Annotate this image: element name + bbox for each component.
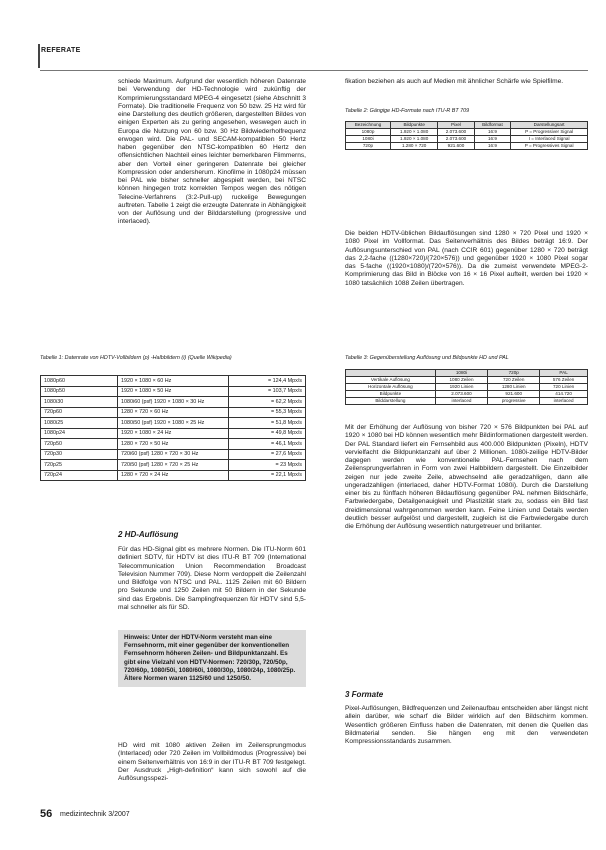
table1-row — [41, 460, 306, 471]
table1-cell: = 46,1 Mpx/s — [229, 439, 306, 450]
section3-paragraph: Pixel-Auflösungen, Bildfrequenzen und Zeilenaufbau entscheiden aber längst nicht allein darüber, wie scharf die Bilder wirklich auf den Bildschirm kommen. Wesentlich größeren Einfluss haben die Datenraten, mit denen die Quellen das Bildmaterial senden. Sie hängen eng mit den verwendeten Kompressionsstandards zusammen. — [345, 705, 588, 745]
table1-cell: 720p24 — [41, 470, 118, 481]
table3-cell: 576 Zeilen — [540, 377, 588, 384]
table3-cell: 1080 Zeilen — [435, 377, 487, 384]
table2-cell: 1.920 × 1.080 — [390, 129, 437, 136]
table3-cell: interlaced — [435, 398, 487, 405]
table2-cell: 1.280 × 720 — [390, 143, 437, 150]
table1-cell: = 23 Mpx/s — [229, 460, 306, 471]
table3-header-row — [346, 370, 588, 377]
table3-cell: 1280 Linien — [488, 384, 540, 391]
table3-header-cell: 720p — [488, 370, 540, 377]
table1-row — [41, 449, 306, 460]
table1-cell: 1280 × 720 × 50 Hz — [118, 439, 229, 450]
table2 — [345, 121, 588, 150]
table1-cell: 1920 × 1080 × 60 Hz — [118, 376, 229, 387]
table3-row — [346, 377, 588, 384]
table2-cell: 2.073.600 — [438, 129, 474, 136]
table1-row — [41, 397, 306, 408]
table1-cell: 1080i25 — [41, 418, 118, 429]
table3-row — [346, 384, 588, 391]
right-intro-paragraph: fikation beziehen als auch auf Medien mit ähnlicher Schärfe wie Spielfilme. — [345, 78, 564, 85]
section2-paragraph-2: HD wird mit 1080 aktiven Zeilen im Zeilensprungmodus (Interlaced) oder 720 Zeilen im Vollbildmodus (Progressive) bei einem Seitenverhältnis von 16:9 in der ITU-R BT 709 festgelegt. Der Ausdruck „High-definition“ kann sich sowohl auf die Auflösungsspezi- — [118, 742, 306, 782]
table1-cell: 1080p60 — [41, 376, 118, 387]
table2-row — [346, 143, 588, 150]
table1-cell: 1920 × 1080 × 50 Hz — [118, 386, 229, 397]
table2-cell: P = Progressiver Signal — [511, 129, 588, 136]
table2-cell: 1.920 × 1.080 — [390, 136, 437, 143]
table2-header-cell: Pixel — [438, 122, 474, 129]
table1-cell: 720p25 — [41, 460, 118, 471]
table1-cell: 1080i60 (psf) 1920 × 1080 × 30 Hz — [118, 397, 229, 408]
table1-cell: 720i60 (psf) 1280 × 720 × 30 Hz — [118, 449, 229, 460]
table3-cell: Horizontale Auflösung — [346, 384, 436, 391]
table1-cell: 1280 × 720 × 24 Hz — [118, 470, 229, 481]
table1-cell: = 27,6 Mpx/s — [229, 449, 306, 460]
header-rule — [40, 70, 588, 71]
table3-cell: Vertikale Auflösung — [346, 377, 436, 384]
section-label: REFERATE — [41, 47, 81, 54]
table1-cell: 1080i50 (psf) 1920 × 1080 × 25 Hz — [118, 418, 229, 429]
table3-header-cell: PAL — [540, 370, 588, 377]
page-number: 56 — [40, 808, 53, 820]
table2-cell: P = Progressives Signal — [511, 143, 588, 150]
table1-cell: = 55,3 Mpx/s — [229, 407, 306, 418]
table3-cell: 2.073.600 — [435, 391, 487, 398]
table1-row — [41, 376, 306, 387]
table1 — [40, 375, 306, 481]
table1-cell: 1080i30 — [41, 397, 118, 408]
table3-cell: Bildpunkte — [346, 391, 436, 398]
table3-header-cell: 1080i — [435, 370, 487, 377]
table3-row — [346, 398, 588, 405]
section2-heading: 2 HD-Auflösung — [118, 530, 179, 539]
left-intro-paragraph: schiede Maximum. Aufgrund der wesentlich höheren Datenrate bei Verwendung der HD-Technologie wird zukünftig der Komprimierungsstandard MPEG-4 eingesetzt (siehe Abschnitt 3 Formate). Die traditionelle Frequenz von 50 bzw. 25 Hz wird für eine Darstellung des deutlich größeren, dargestellten Bildes von einigen Experten als zu gering angesehen, weswegen auch in Europa die Nutzung von 60 bzw. 30 Hz Bildwiederholfrequenz erwogen wird. Die PAL- und SECAM-kompatiblen 50 Hertz haben gegenüber den NTSC-kompatiblen 60 Hertz den offensichtlichen Nachteil eines leichter bemerkbaren Flimmerns, aber den Vorteil einer geringeren Datenrate bei gleicher Kompression oder andersherum. Kinofilme in 1080p24 müssen bei PAL wie bisher schneller abgespielt werden, bei NTSC können hingegen trotz korrekten Tempos wegen des nötigen Telecine-Verfahrens (3:2-Pull-up) ruckelige Bewegungen auftreten. Tabelle 1 zeigt die erzeugte Datenrate in Abhängigkeit von der Auflösung und der Bilddarstellung (progressive und interlaced). — [118, 78, 306, 226]
table3-cell: 921.600 — [488, 391, 540, 398]
table1-cell: 1920 × 1080 × 24 Hz — [118, 428, 229, 439]
table2-header-cell: Bildformat — [474, 122, 511, 129]
table1-row — [41, 407, 306, 418]
header-marker — [38, 44, 40, 68]
table2-cell: 16:9 — [474, 136, 511, 143]
table1-cell: = 62,2 Mpx/s — [229, 397, 306, 408]
table2-row — [346, 136, 588, 143]
table3-cell: 414.720 — [540, 391, 588, 398]
table1-cell: = 51,8 Mpx/s — [229, 418, 306, 429]
table1-cell: 720p60 — [41, 407, 118, 418]
table3-cell: interlaced — [540, 398, 588, 405]
table2-header-cell: Bildpunkte — [390, 122, 437, 129]
table2-caption: Tabelle 2: Gängige HD-Formate nach ITU-R BT 709 — [345, 108, 470, 114]
table2-cell: I = Interlaced Signal — [511, 136, 588, 143]
table2-header-cell: Bezeichnung — [346, 122, 391, 129]
right-after-table3-paragraph: Mit der Erhöhung der Auflösung von bisher 720 × 576 Bildpunkten bei PAL auf 1920 × 1080 bei HD können wesentlich mehr Bildinformationen dargestellt werden. Der PAL Standard liefert ein Fernsehbild aus 400.000 Bildpunkten (Pixeln), HDTV vervielfacht die Bildpunktanzahl auf über 2 Millionen. 1080i-zeilige HDTV-Bilder dagegen werden wie konventionelle PAL-Fernsehen nach dem Zeilensprungverfahren in Form von zwei Halbbildern dargestellt. Die Einzelbilder zeigen nur jede zweite Zeile, abwechselnd alle geradzahligen, dann alle ungeradzahligen (interlaced, daher HDTV-Format 1080i). Durch die Darstellung einer bis zu fünffach höheren Bildauflösung gegenüber PAL nehmen Bildschärfe, Farbwiedergabe, Detailgenauigkeit und Plastizität stark zu, sodass ein Bild fast dreidimensional wahrgenommen werden kann. Feine Linien und Details werden deutlich besser aufgelöst und dargestellt, zugleich ist die Farbwiedergabe durch die Erhöhung der Auflösung wesentlich naturgetreuer und brillanter. — [345, 424, 588, 530]
table1-cell: 1280 × 720 × 60 Hz — [118, 407, 229, 418]
table2-row — [346, 129, 588, 136]
table1-cell: 1080p24 — [41, 428, 118, 439]
table2-cell: 16:9 — [474, 129, 511, 136]
table3-cell: progressive — [488, 398, 540, 405]
table1-row — [41, 439, 306, 450]
table3-cell: 720 Zeilen — [488, 377, 540, 384]
table3-cell: 1920 Linien — [435, 384, 487, 391]
table2-cell: 1080i — [346, 136, 391, 143]
table1-cell: = 49,8 Mpx/s — [229, 428, 306, 439]
table1-cell: 720i50 (psf) 1280 × 720 × 25 Hz — [118, 460, 229, 471]
section3-heading: 3 Formate — [345, 690, 384, 699]
table1-cell: = 103,7 Mpx/s — [229, 386, 306, 397]
table2-cell: 2.073.600 — [438, 136, 474, 143]
table1-caption: Tabelle 1: Datenrate von HDTV-Vollbildern (p) -Halbbildern (i) (Quelle Wikipedia) — [40, 355, 232, 361]
section2-paragraph: Für das HD-Signal gibt es mehrere Normen. Die ITU-Norm 601 definiert SDTV, für HDTV ist dies ITU-R BT 709 (International Telecommunication Union Recommendation Broadcast Television Nummer 709). Diese Norm verdoppelt die Zeilenzahl und Bildfolge von NTSC und PAL. 1125 Zeilen mit 60 Bildern pro Sekunde und 1250 Zeilen mit 50 Bildern in der Sekunde sind das Ergebnis. Die Samplingfrequenzen für HDTV sind 5,5-mal schneller als für SD. — [118, 546, 306, 611]
magazine-name: medizintechnik 3/2007 — [60, 811, 130, 818]
table1-cell: = 124,4 Mpx/s — [229, 376, 306, 387]
table1-row — [41, 428, 306, 439]
table2-header-row — [346, 122, 588, 129]
table3 — [345, 369, 588, 405]
table3-row — [346, 391, 588, 398]
table2-cell: 720p — [346, 143, 391, 150]
table3-cell: 720 Linien — [540, 384, 588, 391]
table2-cell: 921.600 — [438, 143, 474, 150]
table3-header-cell — [346, 370, 436, 377]
table3-cell: Bilddarstellung — [346, 398, 436, 405]
right-mid-paragraph: Die beiden HDTV-üblichen Bildauflösungen sind 1280 × 720 Pixel und 1920 × 1080 Pixel im Vollformat. Das Seitenverhältnis des Bildes beträgt 16:9. Der Auflösungsunterschied von PAL (nach CCIR 601) gegenüber 1280 × 720 beträgt das 2,2-fache ((1280×720)/(720×576)) und gegenüber 1920 × 1080 Pixel sogar das 5-fache ((1920×1080)/(720×576)). Da die zumeist verwendete MPEG-2-Komprimierung das Bild in Blöcke von 16 × 16 Pixel aufteilt, werden bei 1920 × 1080 tatsächlich 1088 Zeilen übertragen. — [345, 230, 588, 287]
table2-cell: 16:9 — [474, 143, 511, 150]
table1-cell: 720p50 — [41, 439, 118, 450]
table3-caption: Tabelle 3: Gegenüberstellung Auflösung und Bildpunkte HD und PAL — [345, 355, 509, 361]
table2-header-cell: Darstellungsart — [511, 122, 588, 129]
table1-cell: 1080p50 — [41, 386, 118, 397]
table2-cell: 1080p — [346, 129, 391, 136]
hint-box: Hinweis: Unter der HDTV-Norm versteht man eine Fernsehnorm, mit einer gegenüber der konventionellen Fernsehnorm höheren Zeilen- und Bildpunktanzahl. Es gibt eine Vielzahl von HDTV-Normen: 720/30p, 720/50p, 720/60p, 1080/50i, 1080/60i, 1080/30p, 1080/24p, 1080/25p. Ältere Normen waren 1125/60 und 1250/50. — [118, 630, 306, 687]
table1-row — [41, 386, 306, 397]
table1-cell: = 22,1 Mpx/s — [229, 470, 306, 481]
table1-cell: 720p30 — [41, 449, 118, 460]
table1-row — [41, 418, 306, 429]
table1-row — [41, 470, 306, 481]
